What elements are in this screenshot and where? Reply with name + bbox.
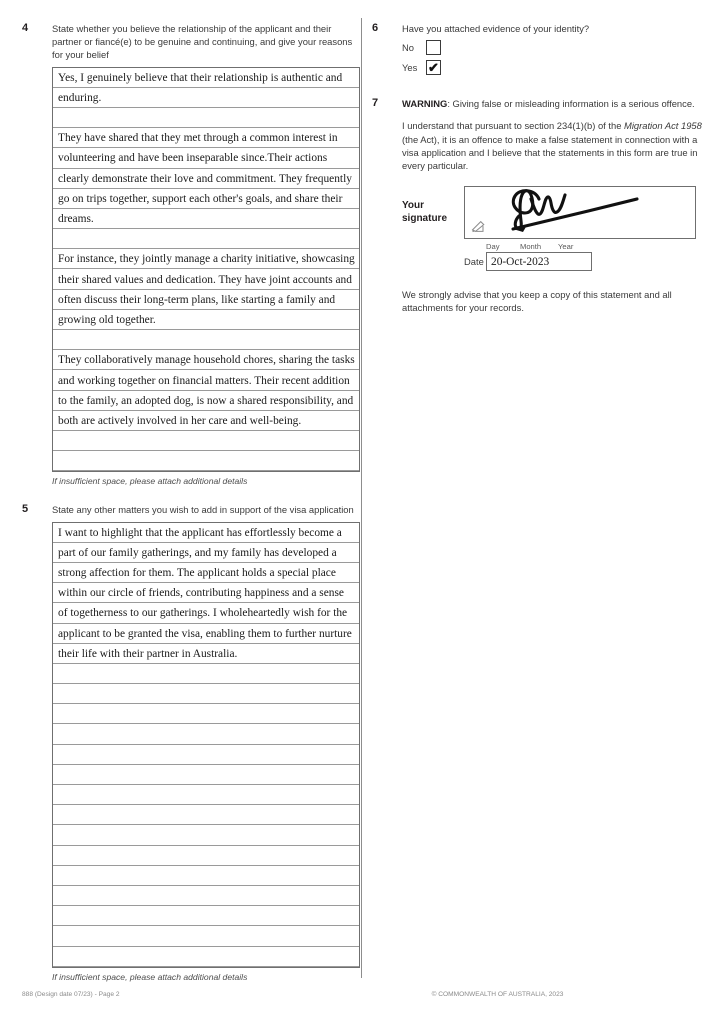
rule-line (53, 68, 359, 88)
question-7 (372, 97, 705, 314)
question-5 (22, 503, 360, 981)
rule-line (53, 543, 359, 563)
rule-line (53, 947, 359, 967)
date-section (464, 242, 705, 271)
question-4-hint: If insufficient space, please attach additional details (52, 476, 248, 487)
rule-line (53, 765, 359, 785)
question-6-option-yes[interactable] (402, 60, 705, 75)
question-4 (22, 22, 360, 486)
rule-line (53, 583, 359, 603)
question-5-prompt: State any other matters you wish to add in support of the visa application (52, 504, 354, 516)
answer-paragraph: Yes, I genuinely believe that their relationship is authentic and enduring. (58, 71, 346, 104)
footer-form-id: 888 (Design date 07/23) - Page 2 (22, 991, 120, 998)
right-column (372, 22, 705, 315)
rule-line (53, 411, 359, 431)
rule-line (53, 330, 359, 350)
rule-line (53, 431, 359, 451)
rule-line (53, 825, 359, 845)
question-6-prompt: Have you attached evidence of your identity? (402, 23, 590, 34)
date-value: 20-Oct-2023 (491, 255, 550, 268)
question-4-number: 4 (22, 22, 29, 34)
rule-line (53, 805, 359, 825)
rule-line (53, 846, 359, 866)
rule-line (53, 310, 359, 330)
checkbox-yes-mark: ✔ (428, 59, 439, 75)
rule-line (53, 926, 359, 946)
rule-line (53, 886, 359, 906)
question-7-number: 7 (372, 97, 379, 110)
signature-label-line2: signature (402, 212, 448, 224)
declaration-part-1: I understand that pursuant to section 234(1)(b) of the (402, 120, 625, 132)
signature-label-line1: Your (402, 200, 425, 212)
rule-line (53, 169, 359, 189)
signature-section (402, 186, 705, 239)
rule-line (53, 866, 359, 886)
question-5-hint: If insufficient space, please attach additional details (52, 971, 248, 982)
question-6 (372, 22, 705, 75)
month-header: Month (520, 242, 542, 252)
answer-paragraph: They have shared that they met through a common interest in volunteering and have been inseparable since.Their actions clearly demonstrate their love and commitment. They frequently go on trips together, support each other's goals, and share their dreams. (58, 132, 355, 226)
question-4-prompt: State whether you believe the relationship of the applicant and their partner or fiancé(e) to be genuine and continuing, and give your reasons for your belief (52, 23, 353, 61)
rule-line (53, 563, 359, 583)
rule-line (53, 189, 359, 209)
option-no-label: No (402, 42, 414, 54)
rule-line (53, 724, 359, 744)
rule-line (53, 350, 359, 370)
rule-line (53, 664, 359, 684)
rule-line (53, 644, 359, 664)
day-header: Day (486, 242, 500, 252)
signature-label (402, 186, 464, 225)
option-yes-label: Yes (402, 62, 418, 74)
answer-paragraph: I want to highlight that the applicant has effortlessly become a part of our family gatherings, and my family has developed a strong affection for them. The applicant holds a special place within our circle of friends, contributing happiness and a sense of togetherness to our gatherings. I wholeheartedly wish for the applicant to be granted the visa, enabling them to further nurture their life with their partner in Australia. (58, 526, 355, 660)
rule-line (53, 88, 359, 108)
signature-field[interactable] (464, 186, 696, 239)
rule-line (53, 684, 359, 704)
rule-line (53, 209, 359, 229)
rule-line (53, 128, 359, 148)
checkbox-yes[interactable] (426, 60, 441, 75)
question-5-answer-box[interactable] (52, 522, 360, 968)
rule-line (53, 249, 359, 269)
rule-line (53, 290, 359, 310)
question-4-answer-box[interactable] (52, 67, 360, 473)
declaration-text (402, 119, 705, 172)
rule-line (53, 603, 359, 623)
signature-ink (487, 183, 687, 239)
date-label: Date (464, 256, 484, 268)
question-6-option-no[interactable] (402, 40, 705, 55)
question-5-number: 5 (22, 503, 29, 516)
left-column (22, 22, 360, 982)
date-row (464, 252, 705, 271)
date-headers (486, 242, 705, 251)
warning-label: WARNING (402, 98, 448, 110)
rule-line (53, 624, 359, 644)
rule-line (53, 785, 359, 805)
rule-line (53, 745, 359, 765)
warning-text: : Giving false or misleading information is a serious offence. (447, 98, 695, 110)
rule-line (53, 704, 359, 724)
declaration-part-2: (the Act), it is an offence to make a false statement in connection with a visa application and I believe that the statements in this form are true in every particular. (402, 133, 698, 172)
year-header: Year (558, 242, 574, 252)
rule-line (53, 148, 359, 168)
advise-text: We strongly advise that you keep a copy of this statement and all attachments for your records. (402, 289, 672, 314)
page-footer (22, 991, 703, 998)
rule-line (53, 391, 359, 411)
declaration-act-name: Migration Act 1958 (624, 120, 702, 132)
answer-paragraph: For instance, they jointly manage a charity initiative, showcasing their shared values and dedication. They have joint accounts and often discuss their long-term plans, like starting a family and growing old together. (58, 253, 358, 327)
column-divider (361, 18, 362, 978)
footer-copyright: © COMMONWEALTH OF AUSTRALIA, 2023 (431, 991, 564, 998)
rule-line (53, 269, 359, 289)
answer-paragraph: They collaboratively manage household chores, sharing the tasks and working together on financial matters. Their recent addition to the family, an adopted dog, is now a shared responsibility, and both are actively involved in her care and well-being. (58, 354, 358, 428)
rule-line (53, 229, 359, 249)
question-7-warning (402, 97, 705, 110)
rule-line (53, 451, 359, 471)
checkbox-no[interactable] (426, 40, 441, 55)
rule-line (53, 370, 359, 390)
rule-line (53, 906, 359, 926)
question-6-number: 6 (372, 22, 379, 34)
date-field[interactable] (486, 252, 592, 271)
rule-line (53, 108, 359, 128)
rule-line (53, 523, 359, 543)
